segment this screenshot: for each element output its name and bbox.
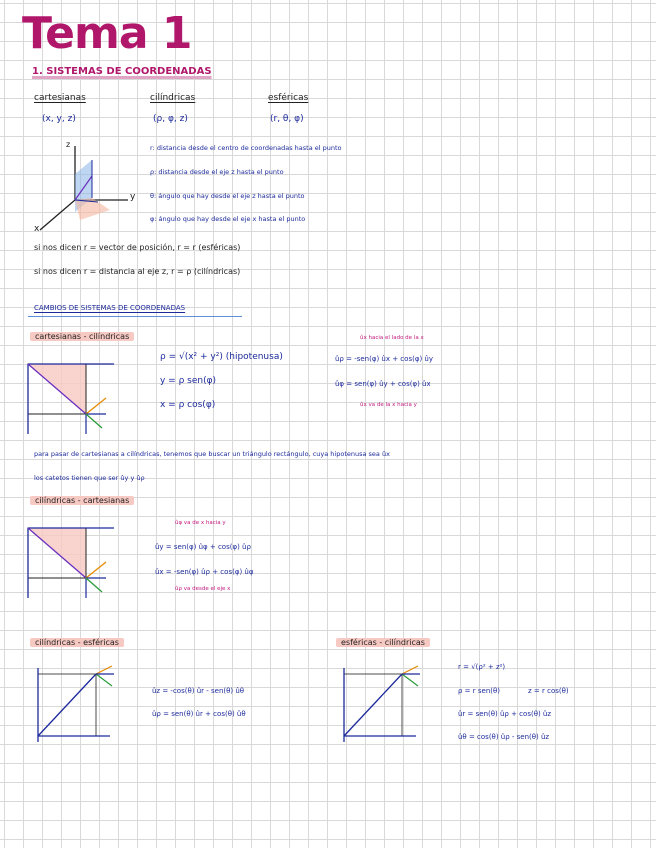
unit-formula-ux: ûx = -sen(φ) ûρ + cos(φ) ûφ (155, 568, 254, 576)
annotation-ux-2: ûx va de la x hacia y (360, 402, 417, 408)
unit-formula-urho-esf: ûρ = sen(θ) ûr + cos(θ) ûθ (152, 710, 246, 718)
unit-formula-uz: ûz = -cos(θ) ûr - sen(θ) ûθ (152, 687, 245, 695)
explanation-line-1: para pasar de cartesianas a cilíndricas, tenemos que buscar un triángulo rectángulo, cuya hipotenusa sea ûx (34, 450, 390, 458)
axis-x-label: x (34, 224, 40, 234)
cart-cil-diagram (14, 350, 126, 440)
header-esfericas: esféricas (268, 93, 309, 103)
axes-3d-diagram (30, 140, 140, 236)
section-heading-changes: CAMBIOS DE SISTEMAS DE COORDENADAS (34, 304, 186, 312)
formula-rho: ρ = √(x² + y²) (hipotenusa) (160, 352, 283, 362)
header-cilindricas: cilíndricas (150, 93, 196, 103)
esf-formula-rho: ρ = r sen(θ) (458, 687, 500, 695)
definition-r: r: distancia desde el centro de coordenadas hasta el punto (150, 144, 342, 152)
annotation-urho: ûρ va desde el eje x (175, 586, 231, 592)
esf-cil-diagram (330, 662, 430, 748)
explanation-line-2: los catetos tienen que ser ûy y ûρ (34, 474, 145, 482)
tuple-esfericas: (r, θ, φ) (270, 114, 304, 124)
esf-formula-z: z = r cos(θ) (528, 687, 569, 695)
note-cylindrical: si nos dicen r = distancia al eje z, r = ρ (cilíndricas) (34, 267, 241, 276)
label-cil-esf: cilíndricas - esféricas (30, 638, 124, 647)
unit-formula-uy: ûy = sen(φ) ûφ + cos(φ) ûρ (155, 543, 251, 551)
tuple-cartesianas: (x, y, z) (42, 114, 76, 124)
page-title: Tema 1 (22, 8, 192, 59)
label-cil-cart: cilíndricas - cartesianas (30, 496, 134, 505)
definition-theta: θ: ángulo que hay desde el eje z hasta el punto (150, 192, 305, 200)
unit-formula-uphi: ûφ = sen(φ) ûy + cos(φ) ûx (335, 380, 431, 388)
header-cartesianas: cartesianas (34, 93, 86, 103)
axis-z-label: z (66, 140, 71, 149)
note-spherical: si nos dicen r = vector de posición, r = r (esféricas) (34, 243, 241, 252)
axis-y-label: y (130, 192, 136, 202)
unit-formula-urho: ûρ = -sen(φ) ûx + cos(φ) ûy (335, 355, 433, 363)
annotation-uphi: ûφ va de x hacia y (175, 520, 226, 526)
esf-formula-ur: ûr = sen(θ) ûρ + cos(θ) ûz (458, 710, 552, 718)
cil-cart-diagram (14, 514, 126, 604)
tuple-cilindricas: (ρ, φ, z) (153, 114, 188, 124)
definition-phi: φ: ángulo que hay desde el eje x hasta el punto (150, 215, 306, 223)
definition-rho: ρ: distancia desde el eje z hasta el punto (150, 168, 284, 176)
esf-formula-utheta: ûθ = cos(θ) ûρ - sen(θ) ûz (458, 733, 550, 741)
section-heading-coordinates: 1. SISTEMAS DE COORDENADAS (32, 66, 212, 77)
annotation-ux-1: ûx hacia el lado de la x (360, 335, 424, 341)
section-underline (28, 316, 242, 317)
formula-x: x = ρ cos(φ) (160, 400, 216, 410)
label-cart-cil: cartesianas - cilíndricas (30, 332, 134, 341)
cil-esf-diagram (24, 662, 124, 748)
label-esf-cil: esféricas - cilíndricas (336, 638, 430, 647)
esf-formula-r: r = √(ρ² + z²) (458, 663, 506, 671)
formula-y: y = ρ sen(φ) (160, 376, 217, 386)
